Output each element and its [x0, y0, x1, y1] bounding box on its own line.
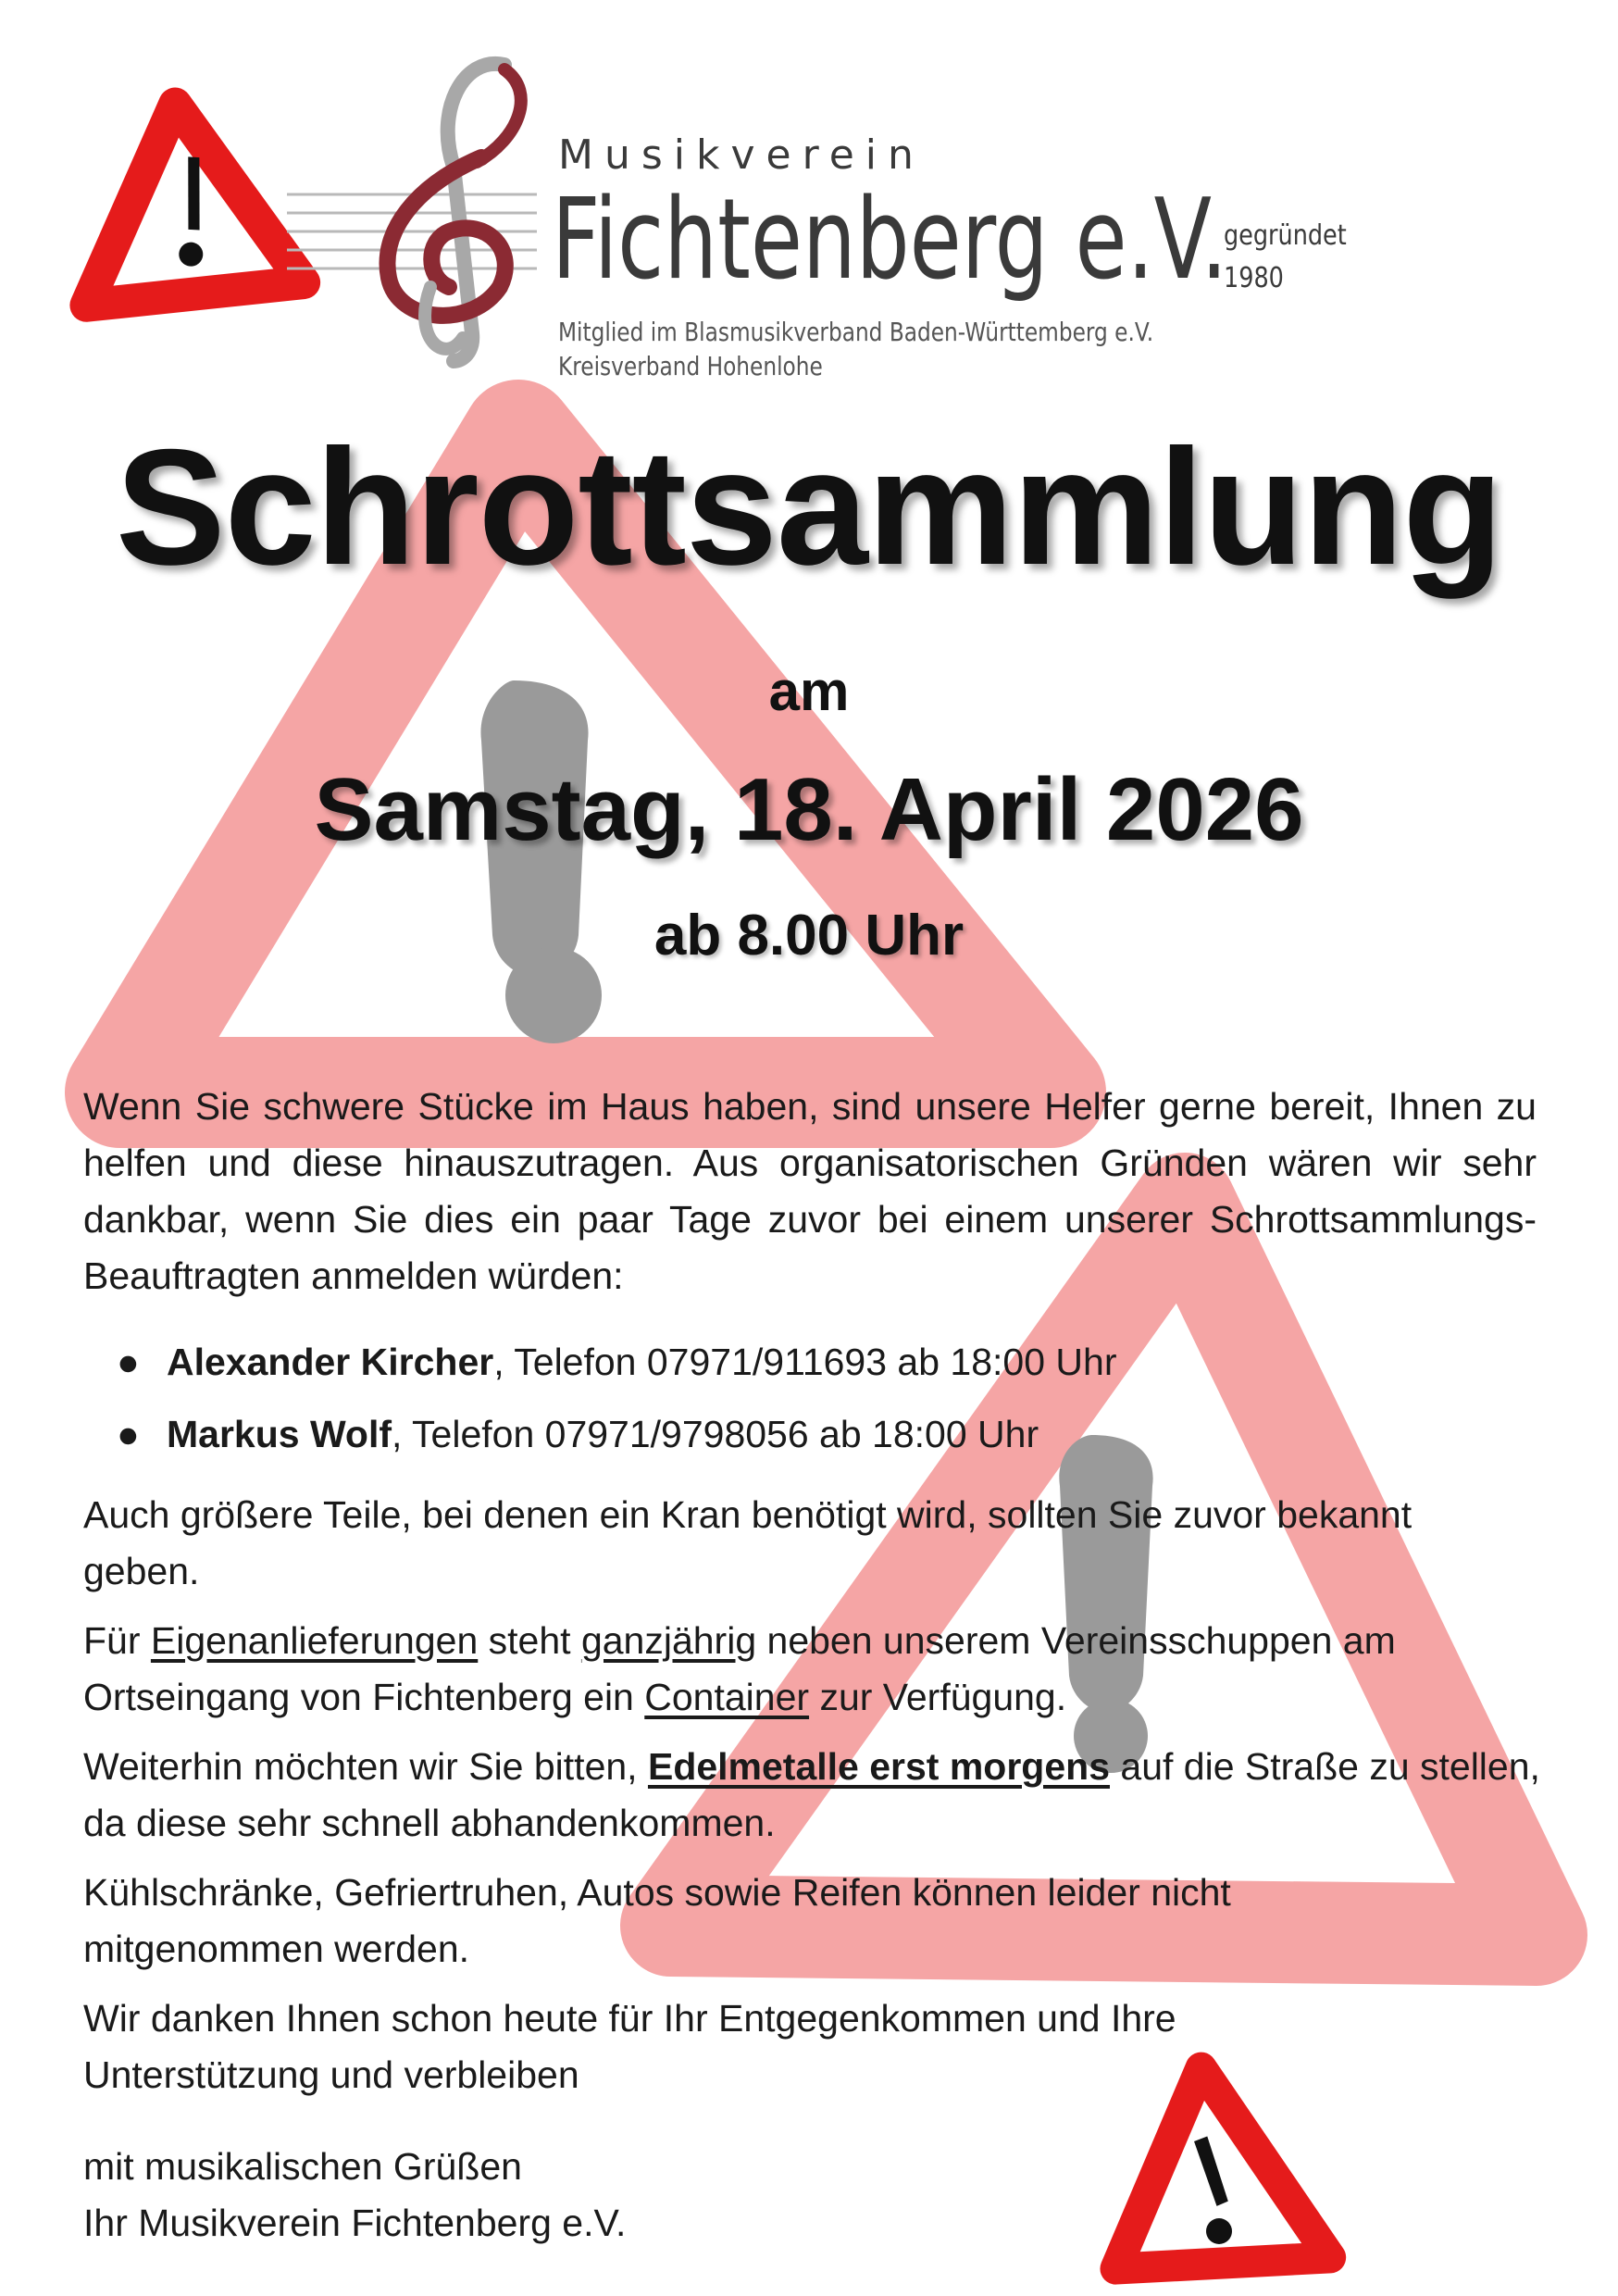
container-paragraph — [83, 1613, 1564, 1726]
ganzjaehrig-underlined: ganzjährig — [580, 1619, 757, 1662]
org-name-line2: Fichtenberg e.V. — [552, 176, 1228, 305]
intro-paragraph: Wenn Sie schwere Stücke im Haus haben, sind unsere Helfer gerne bereit, Ihnen zu helfen und diese hinauszutragen. Aus organisatorischen Gründen wären wir sehr dankbar, wenn Sie dies ein paar Tage zuvor bei einem unserer Schrottsammlungs-Beauftragten anmelden würden: — [83, 1085, 1537, 1297]
membership-info — [558, 315, 1153, 383]
list-item — [117, 1333, 1117, 1391]
closing-line2: Ihr Musikverein Fichtenberg e.V. — [83, 2202, 627, 2244]
warning-triangle-icon-top-left — [56, 83, 315, 315]
membership-line1: Mitglied im Blasmusikverband Baden-Württemberg e.V. — [558, 317, 1154, 347]
treble-clef-logo — [278, 56, 546, 370]
container-text-4: zur Verfügung. — [809, 1676, 1067, 1718]
closing-line1: mit musikalischen Grüßen — [83, 2145, 522, 2188]
eigenanlieferungen-underlined: Eigenanlieferungen — [150, 1619, 479, 1662]
contact-name: Markus Wolf — [167, 1413, 392, 1455]
event-am: am — [768, 660, 850, 722]
founded-info — [1224, 215, 1347, 300]
contact-list — [117, 1333, 1117, 1478]
thanks-paragraph: Wir danken Ihnen schon heute für Ihr Entgegenkommen und Ihre Unterstützung und verbleiben — [83, 1997, 1176, 2096]
container-text-3: neben unserem Vereinsschuppen am Ortseingang von Fichtenberg ein — [83, 1619, 1396, 1718]
crane-note-paragraph: Auch größere Teile, bei denen ein Kran benötigt wird, sollten Sie zuvor bekannt geben. — [83, 1493, 1413, 1592]
contact-detail: , Telefon 07971/911693 ab 18:00 Uhr — [493, 1341, 1117, 1383]
container-text-2: steht — [478, 1619, 581, 1662]
list-item — [117, 1405, 1116, 1463]
metals-text-2: auf die Straße zu stellen, da diese sehr schnell abhandenkommen. — [83, 1745, 1540, 1844]
page-title: Schrottsammlung — [115, 415, 1503, 599]
contact-name: Alexander Kircher — [167, 1341, 494, 1383]
founded-label: gegründet — [1224, 219, 1347, 252]
event-date: Samstag, 18. April 2026 — [314, 760, 1304, 859]
metals-emphasis: Edelmetalle erst morgens — [647, 1745, 1110, 1788]
excluded-items-paragraph: Kühlschränke, Gefriertruhen, Autos sowie Reifen können leider nicht mitgenommen werden. — [83, 1871, 1231, 1970]
bullet-icon: ● — [117, 1341, 140, 1383]
contact-detail: , Telefon 07971/9798056 ab 18:00 Uhr — [392, 1413, 1039, 1455]
bullet-icon: ● — [117, 1413, 140, 1455]
event-time: ab 8.00 Uhr — [653, 904, 965, 967]
metals-paragraph — [83, 1739, 1564, 1852]
metals-text-1: Weiterhin möchten wir Sie bitten, — [83, 1745, 648, 1788]
org-name-line1: Musikverein — [558, 131, 925, 179]
closing — [83, 2139, 626, 2252]
container-text-1: Für — [83, 1619, 151, 1662]
container-underlined: Container — [644, 1676, 810, 1718]
membership-line2: Kreisverband Hohenlohe — [558, 351, 823, 381]
founded-year: 1980 — [1224, 262, 1284, 294]
